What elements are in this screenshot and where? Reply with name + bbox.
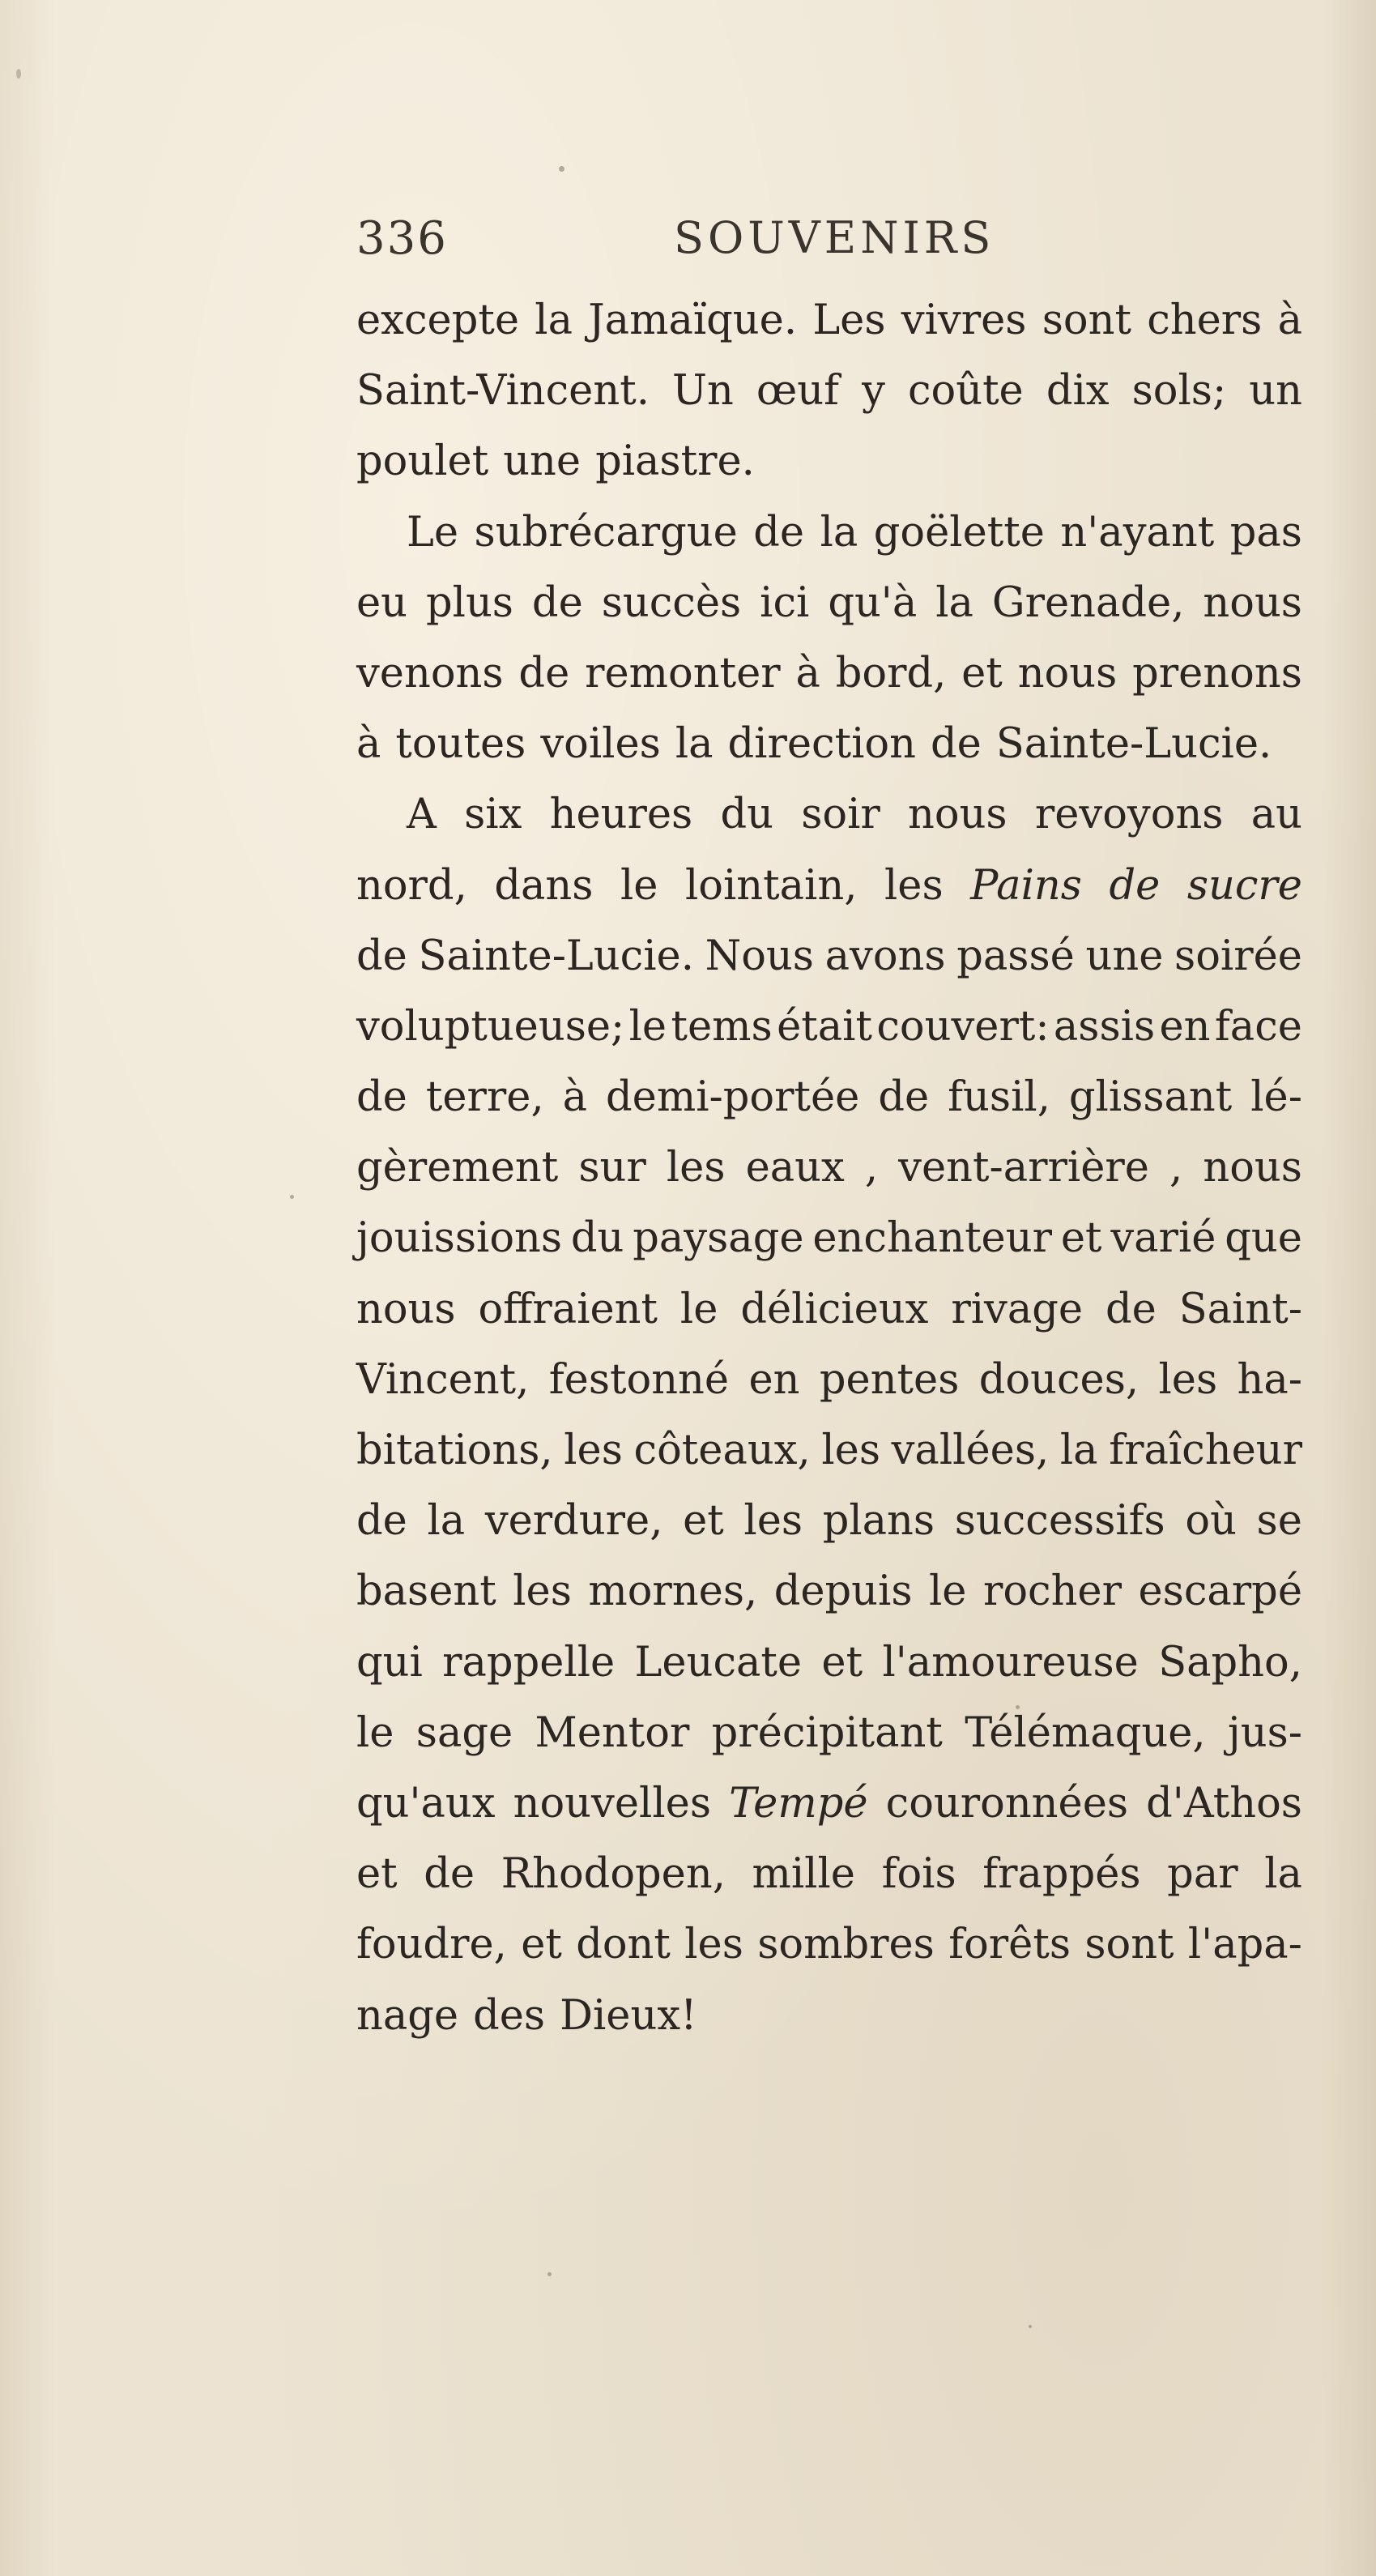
word: le xyxy=(928,1567,967,1616)
word: direction xyxy=(727,720,916,769)
text-line xyxy=(356,1132,1302,1203)
word: excepte xyxy=(356,296,520,344)
word: terre, xyxy=(425,1073,544,1122)
text-line xyxy=(356,1909,1302,1980)
word: , xyxy=(864,1144,879,1192)
word: lointain, xyxy=(684,861,858,910)
word: n'ayant xyxy=(1060,508,1215,557)
word: de xyxy=(930,720,982,769)
word: jus- xyxy=(1227,1708,1302,1757)
text-line xyxy=(356,1768,1302,1839)
page-number: 336 xyxy=(356,212,448,265)
word: prenons xyxy=(1132,649,1302,697)
word: le xyxy=(679,1285,718,1333)
word: les xyxy=(513,1567,572,1616)
word: plus xyxy=(425,578,513,627)
running-head xyxy=(356,212,1020,277)
text-line xyxy=(356,1345,1302,1415)
word: du xyxy=(720,791,773,839)
text-line xyxy=(356,568,1302,638)
word: verdure, xyxy=(484,1497,663,1546)
word: en xyxy=(748,1355,800,1404)
italic-word: sucre xyxy=(1186,861,1302,910)
word: de xyxy=(753,508,805,557)
word: nous xyxy=(1203,578,1302,627)
word: nous xyxy=(1017,649,1118,697)
text-line xyxy=(356,638,1302,709)
word: foudre, xyxy=(356,1921,507,1969)
word: poulet xyxy=(356,437,489,486)
word: Nous xyxy=(705,932,814,980)
text-line xyxy=(356,1415,1302,1486)
word: se xyxy=(1256,1497,1302,1546)
word: Un xyxy=(671,367,734,416)
paper-speck xyxy=(16,69,21,79)
word: mille xyxy=(752,1850,855,1899)
word: et xyxy=(356,1850,398,1899)
word: les xyxy=(743,1497,803,1546)
text-line xyxy=(356,1203,1302,1273)
word: le xyxy=(356,1708,394,1757)
word: mornes, xyxy=(588,1567,758,1616)
word: Jamaïque. xyxy=(588,296,798,344)
word: venons xyxy=(356,649,504,697)
word: douces, xyxy=(978,1355,1140,1404)
word: les xyxy=(666,1144,726,1192)
text-line xyxy=(356,1698,1302,1768)
word: paysage xyxy=(633,1214,804,1263)
word: pas xyxy=(1229,508,1302,557)
word: couronnées xyxy=(885,1779,1129,1828)
body-text xyxy=(356,285,1302,2051)
text-line xyxy=(356,1486,1302,1556)
text-line xyxy=(356,356,1302,426)
word: Grenade, xyxy=(991,578,1185,627)
word: le xyxy=(620,861,658,910)
word: que xyxy=(1225,1214,1302,1263)
text-line xyxy=(356,497,1302,568)
word: A xyxy=(407,791,437,839)
word: du xyxy=(570,1214,624,1263)
word: jouissions xyxy=(356,1214,563,1263)
word: en xyxy=(1159,1002,1211,1051)
text-line xyxy=(356,1556,1302,1627)
word: assis xyxy=(1053,1002,1156,1051)
word: la xyxy=(935,578,973,627)
word: subrécargue xyxy=(474,508,738,557)
word: depuis xyxy=(773,1567,913,1616)
paper-speck xyxy=(290,1195,294,1199)
word: dix xyxy=(1046,367,1110,416)
word: plans xyxy=(822,1497,935,1546)
word: bitations, xyxy=(356,1427,553,1474)
word: chers xyxy=(1147,296,1263,344)
word: fois xyxy=(881,1850,956,1899)
word: face xyxy=(1214,1002,1302,1051)
text-line xyxy=(356,779,1302,850)
word: varié xyxy=(1110,1214,1216,1263)
word: lé- xyxy=(1250,1073,1302,1122)
word: couvert: xyxy=(876,1002,1050,1051)
word: de xyxy=(1105,1285,1157,1333)
word: vent-arrière xyxy=(898,1144,1149,1192)
paper-speck xyxy=(1029,2325,1032,2328)
text-line xyxy=(356,992,1302,1062)
word: sont xyxy=(1042,296,1131,344)
word: de xyxy=(424,1850,475,1899)
word: de xyxy=(356,932,407,980)
word: heures xyxy=(549,791,693,839)
word: la xyxy=(820,508,858,557)
word: d'Athos xyxy=(1146,1779,1302,1828)
word: sombres xyxy=(757,1921,935,1969)
word: et xyxy=(1060,1214,1102,1263)
word: œuf xyxy=(756,367,840,416)
word: Vincent, xyxy=(356,1355,530,1404)
italic-word: Tempé xyxy=(729,1779,868,1828)
word: nouvelles xyxy=(513,1779,711,1828)
word: de xyxy=(531,578,583,627)
word: les xyxy=(884,861,944,910)
word: goëlette xyxy=(873,508,1045,557)
word: coûte xyxy=(907,367,1024,416)
word: Saint-Vincent. xyxy=(356,367,650,416)
text-line xyxy=(356,709,1302,779)
word: rivage xyxy=(951,1285,1084,1333)
text-line xyxy=(356,1981,1302,2051)
text-line xyxy=(356,426,1302,497)
word: l'apa- xyxy=(1187,1921,1302,1969)
text-line xyxy=(356,921,1302,992)
paper-speck xyxy=(547,2272,552,2276)
word: toutes xyxy=(395,720,526,769)
word: sage xyxy=(415,1708,513,1757)
word: une xyxy=(1085,932,1164,980)
word: bord, xyxy=(835,649,947,697)
paper-speck xyxy=(1016,1705,1020,1709)
word: un xyxy=(1249,367,1302,416)
word: vivres xyxy=(901,296,1027,344)
word: glissant xyxy=(1068,1073,1233,1122)
word: nage xyxy=(356,1991,459,2040)
word: remonter xyxy=(585,649,781,697)
text-line xyxy=(356,1062,1302,1132)
word: des xyxy=(473,1991,546,2040)
word: revoyons xyxy=(1034,791,1224,839)
word: par xyxy=(1167,1850,1238,1899)
word: de xyxy=(518,649,570,697)
word: Sainte-Lucie. xyxy=(995,720,1272,769)
running-title: SOUVENIRS xyxy=(674,212,995,263)
word: piastre. xyxy=(595,437,755,486)
word: qui xyxy=(356,1638,423,1687)
word: les xyxy=(1158,1355,1218,1404)
word: sols; xyxy=(1131,367,1227,416)
word: soirée xyxy=(1174,932,1302,980)
word: eaux xyxy=(745,1144,845,1192)
word: offraient xyxy=(478,1285,658,1333)
italic-word: de xyxy=(1109,861,1161,910)
word: et xyxy=(521,1921,562,1969)
word: la xyxy=(427,1497,466,1546)
text-line xyxy=(356,1274,1302,1345)
word: fraîcheur xyxy=(1109,1427,1302,1474)
word: à xyxy=(356,720,381,769)
italic-word: Pains xyxy=(970,861,1082,910)
word: qu'aux xyxy=(356,1779,496,1828)
word: rappelle xyxy=(442,1638,616,1687)
word: les xyxy=(821,1427,880,1474)
word: eu xyxy=(356,578,408,627)
word: passé xyxy=(956,932,1075,980)
word: de xyxy=(356,1497,407,1546)
word: le xyxy=(628,1002,667,1051)
text-line xyxy=(356,1627,1302,1698)
word: la xyxy=(1264,1850,1302,1899)
word: gèrement xyxy=(356,1144,559,1192)
text-line xyxy=(356,851,1302,921)
word: côteaux, xyxy=(633,1427,811,1474)
word: soir xyxy=(801,791,880,839)
word: Le xyxy=(407,508,459,557)
word: escarpé xyxy=(1138,1567,1302,1616)
word: où xyxy=(1185,1497,1237,1546)
word: fusil, xyxy=(948,1073,1050,1122)
paper-speck xyxy=(559,166,564,172)
word: les xyxy=(564,1427,623,1474)
text-line xyxy=(356,1839,1302,1909)
word: sont xyxy=(1084,1921,1174,1969)
word: Sainte-Lucie. xyxy=(418,932,694,980)
word: délicieux xyxy=(740,1285,929,1333)
word: et xyxy=(821,1638,863,1687)
word: avons xyxy=(824,932,946,980)
word: nous xyxy=(356,1285,456,1333)
word: de xyxy=(356,1073,407,1122)
word: Mentor xyxy=(535,1708,690,1757)
word: Sapho, xyxy=(1158,1638,1302,1687)
word: ha- xyxy=(1237,1355,1302,1404)
word: enchanteur xyxy=(812,1214,1052,1263)
word: l'amoureuse xyxy=(882,1638,1139,1687)
word: festonné xyxy=(548,1355,730,1404)
word: voluptueuse; xyxy=(356,1002,625,1051)
word: frappés xyxy=(982,1850,1141,1899)
word: successifs xyxy=(954,1497,1165,1546)
word: la xyxy=(1059,1427,1098,1474)
word: vallées, xyxy=(891,1427,1050,1474)
word: qu'à xyxy=(828,578,918,627)
word: ici xyxy=(760,578,810,627)
word: à xyxy=(562,1073,588,1122)
word: à xyxy=(1277,296,1302,344)
word: Rhodopen, xyxy=(501,1850,726,1899)
word: dont xyxy=(576,1921,671,1969)
word: Télémaque, xyxy=(965,1708,1206,1757)
word: sur xyxy=(578,1144,646,1192)
word: nous xyxy=(1203,1144,1302,1192)
word: et xyxy=(683,1497,724,1546)
word: tems xyxy=(671,1002,773,1051)
word: pentes xyxy=(819,1355,960,1404)
word: six xyxy=(464,791,522,839)
word: nous xyxy=(908,791,1008,839)
word: , xyxy=(1169,1144,1183,1192)
word: forêts xyxy=(948,1921,1071,1969)
word: la xyxy=(535,296,573,344)
word: Les xyxy=(812,296,886,344)
word: et xyxy=(961,649,1003,697)
word: Dieux! xyxy=(560,1991,697,2040)
word: voiles xyxy=(540,720,661,769)
word: les xyxy=(684,1921,743,1969)
word: la xyxy=(675,720,714,769)
word: de xyxy=(878,1073,930,1122)
word: était xyxy=(777,1002,872,1051)
word: à xyxy=(795,649,820,697)
word: y xyxy=(862,367,885,416)
word: au xyxy=(1250,791,1302,839)
word: une xyxy=(503,437,581,486)
word: nord, xyxy=(356,861,467,910)
word: succès xyxy=(601,578,742,627)
word: rocher xyxy=(982,1567,1122,1616)
word: demi-portée xyxy=(606,1073,860,1122)
word: Saint- xyxy=(1178,1285,1302,1333)
word: Leucate xyxy=(634,1638,803,1687)
word: dans xyxy=(494,861,594,910)
word: basent xyxy=(356,1567,496,1616)
text-line xyxy=(356,285,1302,356)
word: précipitant xyxy=(711,1708,943,1757)
